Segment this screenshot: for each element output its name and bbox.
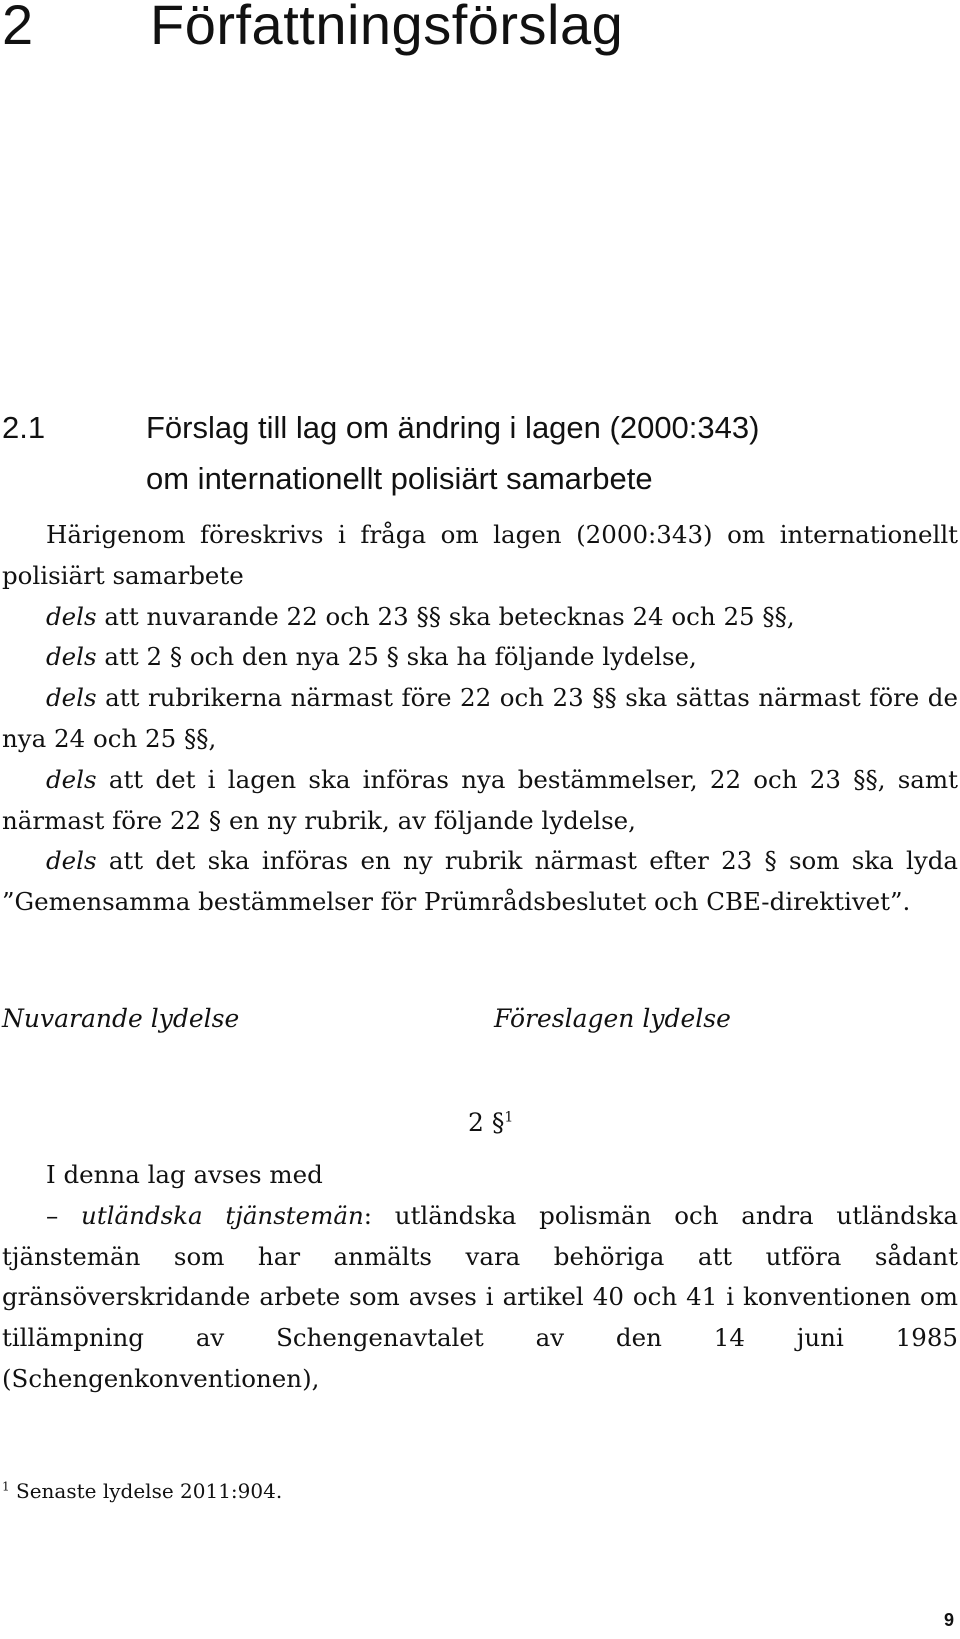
chapter-title: Författningsförslag (150, 0, 624, 56)
section-number: 2.1 (2, 410, 46, 445)
intro-item-text: att det i lagen ska införas nya bestämmelser, 22 och 23 §§, samt närmast före 22 § en ny rubrik, av följande lydelse, (2, 764, 958, 835)
paragraph-label (468, 1108, 513, 1137)
intro-text (2, 515, 958, 923)
dels-word: dels (46, 846, 97, 876)
dels-word: dels (46, 683, 97, 713)
dels-word: dels (46, 642, 97, 672)
section-heading (2, 402, 759, 504)
section-title-line1: Förslag till lag om ändring i lagen (2000:343) (146, 410, 760, 445)
law-definition (2, 1196, 958, 1400)
intro-lead: Härigenom föreskrivs i fråga om lagen (2000:343) om internationellt polisiärt samarbete (2, 520, 958, 590)
intro-item (2, 760, 958, 842)
dash: – (46, 1200, 82, 1230)
intro-item (2, 597, 958, 638)
definition-text: : utländska polismän och andra utländska tjänstemän som har anmälts vara behöriga att utföra sådant gränsöverskridande arbete som avses i artikel 40 och 41 i konventionen om tillämpning av Schengenavtalet av den 14 juni 1985 (Schengenkonventionen), (2, 1200, 958, 1393)
law-intro: I denna lag avses med (46, 1160, 323, 1189)
law-text (2, 1155, 958, 1400)
intro-item (2, 678, 958, 760)
paragraph-number: 2 § (468, 1108, 505, 1137)
intro-item (2, 637, 958, 678)
defined-term: utländska tjänstemän (81, 1200, 364, 1230)
intro-item-text: att 2 § och den nya 25 § ska ha följande lydelse, (96, 642, 697, 672)
intro-item-text: att nuvarande 22 och 23 §§ ska betecknas 24 och 25 §§, (96, 601, 795, 631)
dels-word: dels (46, 601, 97, 631)
page-number: 9 (943, 1610, 954, 1630)
chapter-heading (2, 0, 623, 57)
footnote-text: Senaste lydelse 2011:904. (9, 1479, 283, 1503)
chapter-number: 2 (2, 0, 34, 56)
intro-item (2, 841, 958, 923)
column-heading-proposed: Föreslagen lydelse (494, 1004, 731, 1033)
intro-item-text: att rubrikerna närmast före 22 och 23 §§ ska sättas närmast före de nya 24 och 25 §§, (2, 683, 958, 753)
footnote (2, 1479, 282, 1503)
dels-word: dels (46, 764, 97, 794)
footnote-ref: 1 (504, 1109, 514, 1126)
column-heading-current: Nuvarande lydelse (2, 1004, 240, 1033)
footnote-number: 1 (2, 1479, 10, 1494)
section-title-line2: om internationellt polisiärt samarbete (146, 461, 653, 496)
intro-item-text: att det ska införas en ny rubrik närmast efter 23 § som ska lyda ”Gemensamma bestämmelser för Prümrådsbeslutet och CBE-direktivet”. (2, 846, 958, 917)
